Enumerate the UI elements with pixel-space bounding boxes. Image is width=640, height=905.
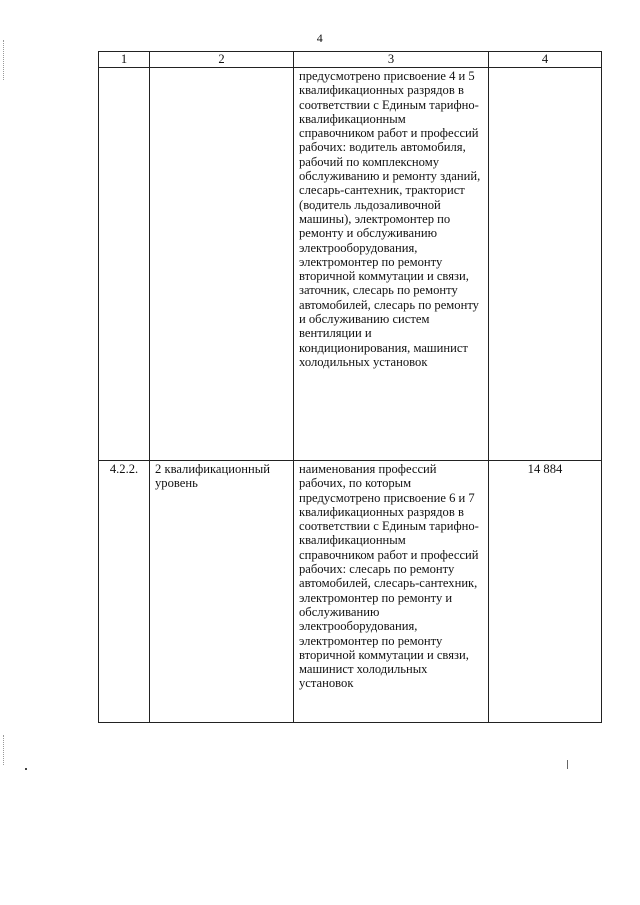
column-header-3: 3 xyxy=(294,52,489,68)
salary-cell: 14 884 xyxy=(489,461,602,723)
column-header-2: 2 xyxy=(150,52,294,68)
qualification-level-cell xyxy=(150,68,294,461)
table-row xyxy=(99,68,602,461)
qualification-level-cell: 2 квалификационный уровень xyxy=(150,461,294,723)
table-row xyxy=(99,461,602,723)
scan-edge-dots xyxy=(3,40,5,80)
profession-description-cell: предусмотрено присвоение 4 и 5 квалификационных разрядов в соответствии с Единым тарифно-квалификационным справочником работ и профессий рабочих: водитель автомобиля, рабочий по комплексному обслуживанию и ремонту зданий, слесарь-сантехник, тракторист (водитель льдозаливочной машины), электромонтер по ремонту и обслуживанию электрооборудования, электромонтер по ремонту вторичной коммутации и связи, заточник, слесарь по ремонту автомобилей, слесарь по ремонту и обслуживанию систем вентиляции и кондиционирования, машинист холодильных установок xyxy=(294,68,489,461)
page-number: 4 xyxy=(316,31,324,45)
scan-margin-mark xyxy=(567,760,568,769)
salary-cell xyxy=(489,68,602,461)
table-header-row xyxy=(99,52,602,68)
profession-description-cell: наименования профессий рабочих, по которым предусмотрено присвоение 6 и 7 квалификационных разрядов в соответствии с Единым тарифно-квалификационным справочником работ и профессий рабочих: слесарь по ремонту автомобилей, слесарь-сантехник, электромонтер по ремонту и обслуживанию электрооборудования, электромонтер по ремонту вторичной коммутации и связи, машинист холодильных установок xyxy=(294,461,489,723)
scan-edge-dots xyxy=(3,735,5,765)
salary-table xyxy=(98,51,602,723)
row-number-cell: 4.2.2. xyxy=(99,461,150,723)
row-number-cell xyxy=(99,68,150,461)
column-header-4: 4 xyxy=(489,52,602,68)
scan-speck xyxy=(25,768,27,770)
column-header-1: 1 xyxy=(99,52,150,68)
